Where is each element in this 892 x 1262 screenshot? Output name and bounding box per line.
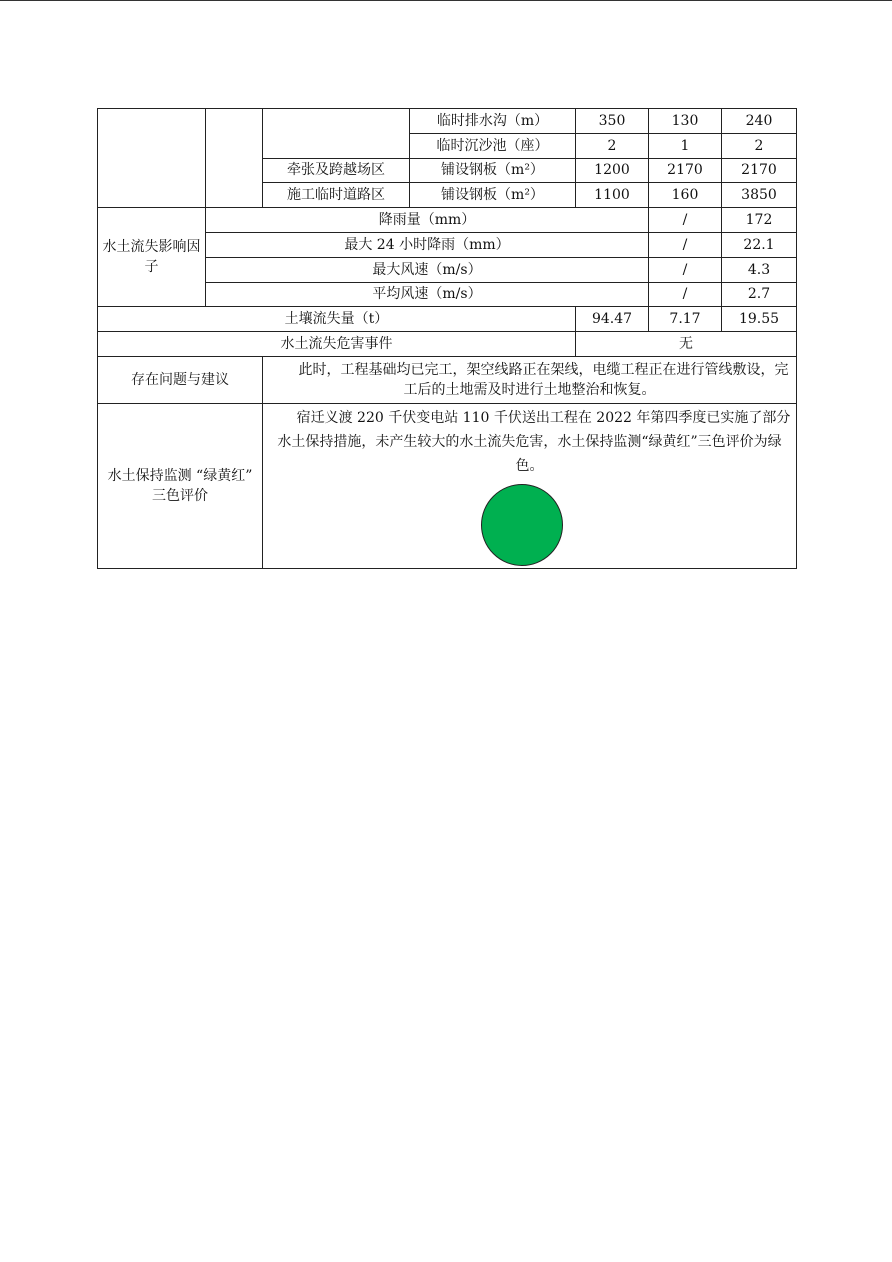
value-cell: 3850	[722, 183, 797, 208]
value-cell: /	[649, 232, 722, 257]
factors-label: 水土流失影响因子	[98, 208, 206, 307]
area-name: 施工临时道路区	[263, 183, 410, 208]
table-row	[98, 307, 797, 332]
factor-name: 最大 24 小时降雨（mm）	[206, 232, 649, 257]
value-cell: 2	[576, 133, 649, 158]
value-cell: 350	[576, 109, 649, 134]
area-name: 牵张及跨越场区	[263, 158, 410, 183]
measure-name: 临时排水沟（m）	[410, 109, 576, 134]
page-top-border	[0, 0, 892, 1]
factor-name: 降雨量（mm）	[206, 208, 649, 233]
value-cell: 2170	[722, 158, 797, 183]
value-cell: 172	[722, 208, 797, 233]
evaluation-cell	[263, 403, 797, 568]
value-cell: 160	[649, 183, 722, 208]
table-row	[98, 403, 797, 568]
value-cell: 2170	[649, 158, 722, 183]
measure-name: 铺设钢板（m²）	[410, 183, 576, 208]
value-cell: /	[649, 208, 722, 233]
value-cell: 19.55	[722, 307, 797, 332]
value-cell: /	[649, 257, 722, 282]
table-row	[98, 208, 797, 233]
soil-loss-label: 土壤流失量（t）	[98, 307, 576, 332]
evaluation-text: 宿迁义渡 220 千伏变电站 110 千伏送出工程在 2022 年第四季度已实施了部分水土保持措施，未产生较大的水土流失危害，水土保持监测“绿黄红”三色评价为绿色。	[277, 409, 791, 474]
value-cell: 240	[722, 109, 797, 134]
table-row	[98, 109, 797, 134]
factor-name: 平均风速（m/s）	[206, 282, 649, 307]
empty-cell	[206, 109, 263, 208]
factor-name: 最大风速（m/s）	[206, 257, 649, 282]
monitoring-table	[97, 108, 797, 569]
table-row	[98, 356, 797, 403]
measure-name: 临时沉沙池（座）	[410, 133, 576, 158]
issues-label: 存在问题与建议	[98, 356, 263, 403]
hazard-value: 无	[576, 332, 797, 357]
hazard-label: 水土流失危害事件	[98, 332, 576, 357]
evaluation-label: 水土保持监测 “绿黄红” 三色评价	[98, 403, 263, 568]
value-cell: 94.47	[576, 307, 649, 332]
value-cell: 1200	[576, 158, 649, 183]
green-rating-badge	[481, 484, 563, 566]
value-cell: 1	[649, 133, 722, 158]
badge-area	[267, 484, 792, 568]
value-cell: 2	[722, 133, 797, 158]
value-cell: 2.7	[722, 282, 797, 307]
value-cell: 7.17	[649, 307, 722, 332]
measure-name: 铺设钢板（m²）	[410, 158, 576, 183]
empty-cell	[98, 109, 206, 208]
value-cell: /	[649, 282, 722, 307]
empty-cell	[263, 109, 410, 159]
table-row	[98, 332, 797, 357]
issues-text: 此时，工程基础均已完工，架空线路正在架线，电缆工程正在进行管线敷设，完工后的土地需及时进行土地整治和恢复。	[263, 356, 797, 403]
value-cell: 4.3	[722, 257, 797, 282]
value-cell: 130	[649, 109, 722, 134]
value-cell: 1100	[576, 183, 649, 208]
value-cell: 22.1	[722, 232, 797, 257]
